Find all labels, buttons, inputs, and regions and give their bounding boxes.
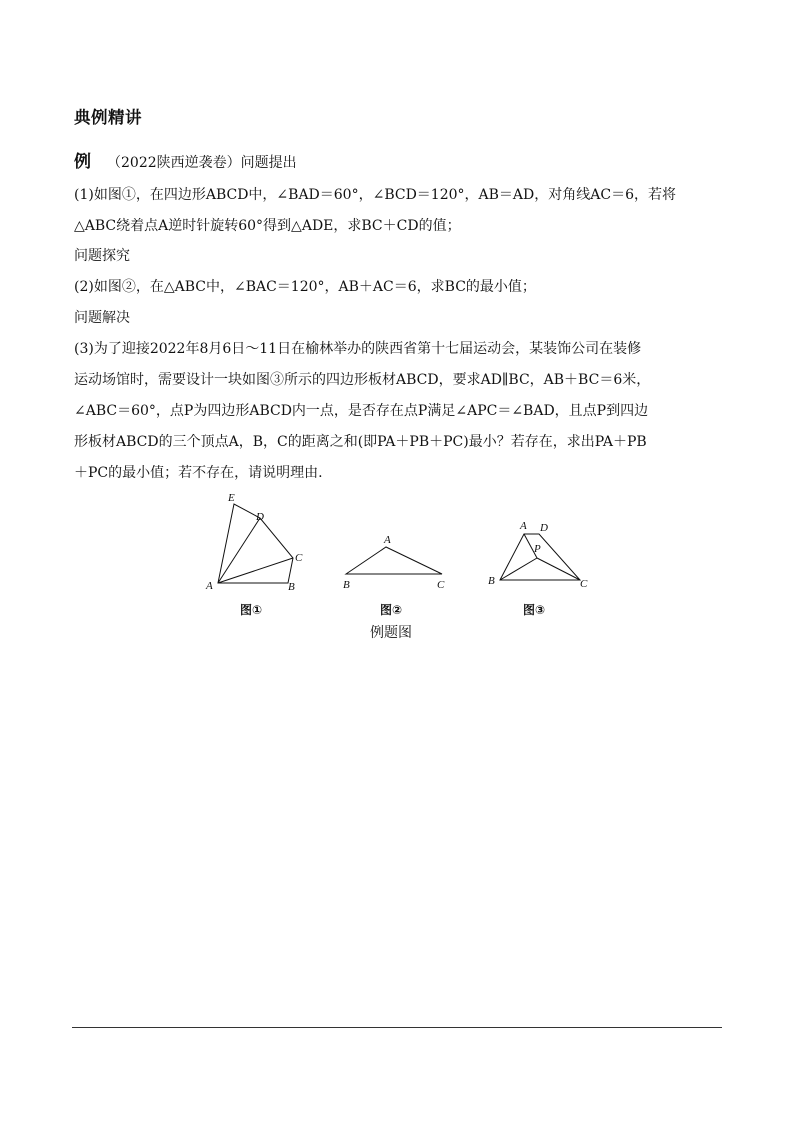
figure-1-label-b: B — [288, 581, 295, 593]
figure-3-label-d: D — [540, 522, 548, 534]
example-label: 例 — [74, 152, 91, 172]
figure-2-caption: 图② — [380, 603, 403, 617]
question-1-line-2: △ABC绕着点A逆时针旋转60°得到△ADE，求BC＋CD的值； — [74, 218, 461, 234]
footer-divider — [72, 1027, 722, 1028]
figure-2-label-c: C — [437, 579, 445, 591]
figure-3-diagram — [480, 512, 595, 597]
figure-3-label-p: P — [534, 543, 541, 555]
figure-1-label-a: A — [206, 580, 213, 592]
figure-2-triangle — [346, 547, 442, 574]
question-1-line-1: (1)如图①，在四边形ABCD中，∠BAD＝60°，∠BCD＝120°，AB＝AD，对角线AC＝6，若将 — [74, 187, 676, 203]
section-title: 典例精讲 — [74, 108, 142, 127]
figure-2-label-b: B — [343, 579, 350, 591]
figure-group-caption: 例题图 — [370, 625, 412, 641]
figure-1-segment-ac — [218, 558, 293, 583]
figure-3-caption: 图③ — [523, 603, 546, 617]
figure-1-label-c: C — [295, 552, 303, 564]
figure-3-label-c: C — [580, 578, 588, 590]
figure-1-caption: 图① — [240, 603, 263, 617]
figure-3-label-b: B — [488, 575, 495, 587]
question-3-line-3: ∠ABC＝60°，点P为四边形ABCD内一点，是否存在点P满足∠APC＝∠BAD，且点P到四边 — [74, 403, 649, 419]
example-header — [74, 147, 297, 172]
figure-2-label-a: A — [384, 534, 391, 546]
figure-3-segment-pc — [537, 558, 580, 580]
figure-1-label-d: D — [256, 511, 264, 523]
example-source: （2022陕西逆袭卷）问题提出 — [107, 155, 297, 171]
question-3-line-2: 运动场馆时，需要设计一块如图③所示的四边形板材ABCD，要求AD∥BC，AB＋BC＝6米， — [74, 372, 651, 388]
figure-1-diagram — [200, 488, 310, 598]
question-3-line-1: (3)为了迎接2022年8月6日～11日在榆林举办的陕西省第十七届运动会，某装饰公司在装修 — [74, 341, 642, 357]
question-3-line-4: 形板材ABCD的三个顶点A，B，C的距离之和(即PA＋PB＋PC)最小？若存在，求出PA＋PB — [74, 434, 647, 450]
figure-1-label-e: E — [228, 492, 235, 504]
question-2: (2)如图②，在△ABC中，∠BAC＝120°，AB＋AC＝6，求BC的最小值； — [74, 279, 536, 295]
question-3-line-5: ＋PC的最小值；若不存在，请说明理由. — [74, 465, 323, 481]
figure-2-diagram — [336, 526, 456, 596]
subheading-solve: 问题解决 — [74, 310, 130, 326]
figure-3-label-a: A — [520, 520, 527, 532]
subheading-explore: 问题探究 — [74, 248, 130, 264]
